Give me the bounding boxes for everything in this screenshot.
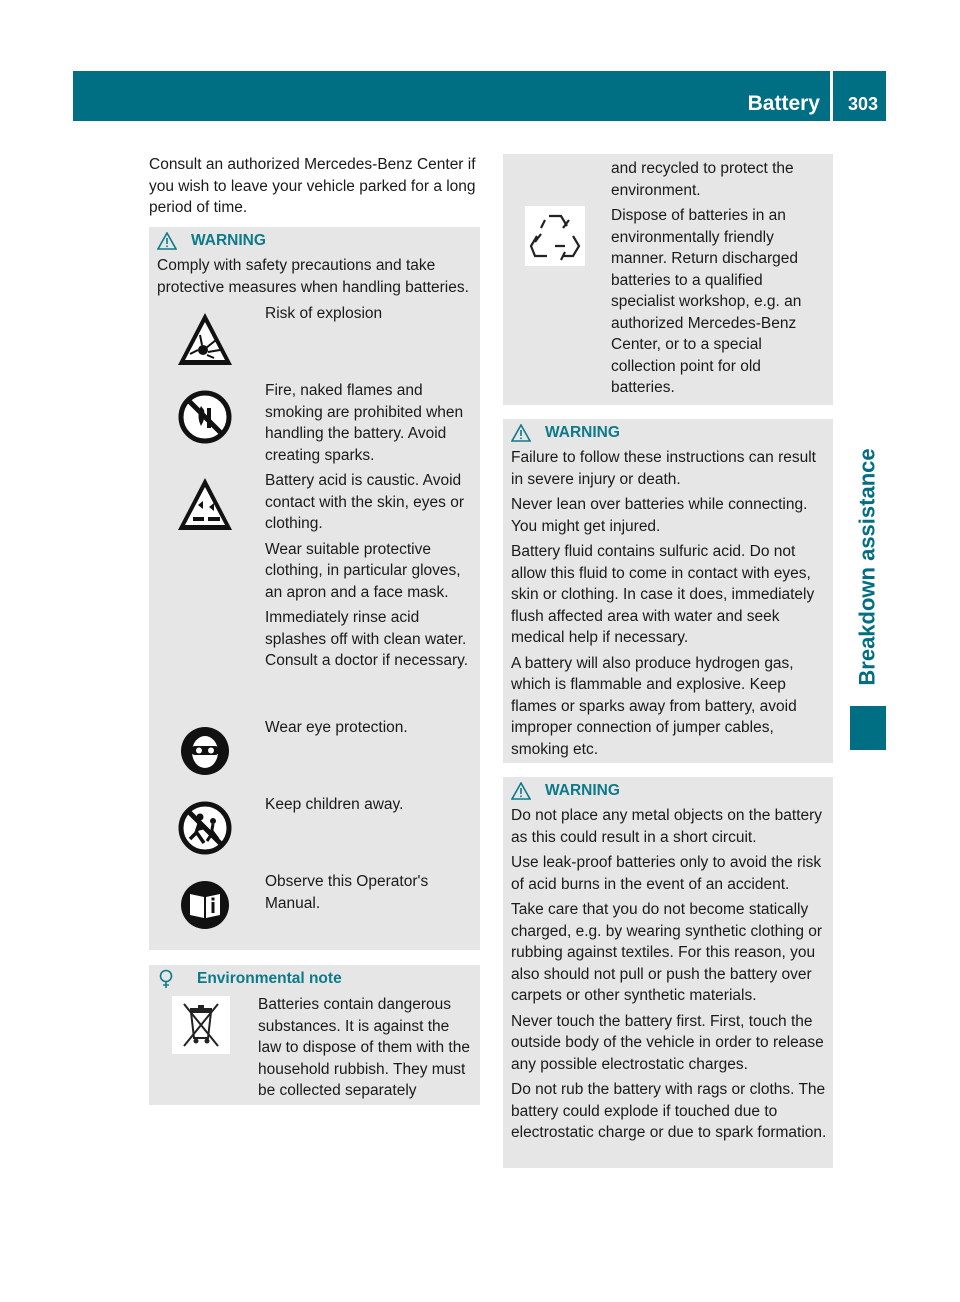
crossed-out-bin-icon xyxy=(172,996,230,1054)
environmental-note-panel xyxy=(149,965,480,1105)
warning-triangle-icon xyxy=(511,424,531,442)
no-fire-icon xyxy=(176,388,234,446)
recycle-panel xyxy=(503,154,833,405)
warning-heading: WARNING xyxy=(511,423,620,443)
section-title: Battery xyxy=(747,92,820,115)
warning-lead: Comply with safety precautions and take protective measures when handling batteries. xyxy=(157,257,469,296)
warning-panel-short-circuit xyxy=(503,777,833,1168)
environmental-note-text: Batteries contain dangerous substances. It is against the law to dispose of them with the household rubbish. They must be collected separately xyxy=(258,996,470,1099)
lightbulb-icon xyxy=(157,969,175,989)
corrosive-hazard-icon xyxy=(176,475,234,533)
warning-panel-handling: WARNING Comply with safety precautions and take protective measures when handling batteries. Risk of explosion Fire, naked flames and smoking are prohibited when handling the battery. Avoid creating sparks. Battery acid is caustic. Avoid contact with the skin, eyes or clothing. Wear suitable protective clothing, in particular gloves, an apron and a face mask. Immediately rinse acid splashes off with clean water. Consult a doctor if necessary. Wear eye protection. Keep children away. Observe this Operator's Manual. xyxy=(149,227,480,950)
warning-panel-injury xyxy=(503,419,833,763)
recycle-text: and recycled to protect the environment. Dispose of batteries in an environmentally friendly manner. Return discharged batteries to a qualified specialist workshop, e.g. an authorized Mercedes-Benz Center, or to a special collection point for old batteries. xyxy=(611,160,802,396)
environmental-note-heading: Environmental note xyxy=(157,969,342,989)
side-tab-marker xyxy=(850,706,886,750)
keep-children-away-icon xyxy=(176,799,234,857)
header-divider xyxy=(830,71,833,121)
warning-body: Do not place any metal objects on the battery as this could result in a short circuit. Use leak-proof batteries only to avoid the risk of acid burns in the event of an accident. Take care that you do not become statically charged, e.g. by wearing synthetic clothing or rubbing against textiles. For this reason, you also should not pull or push the battery over carpets or other synthetic materials. Never touch the battery first. First, touch the outside body of the vehicle in order to release any possible electrostatic charges. Do not rub the battery with rags or cloths. The battery could explode if touched due to electrostatic charge or due to spark formation. xyxy=(511,807,827,1141)
warning-heading: WARNING xyxy=(511,781,620,801)
side-tab-label: Breakdown assistance xyxy=(855,448,881,686)
intro-paragraph: Consult an authorized Mercedes-Benz Center if you wish to leave your vehicle parked for a long period of time. xyxy=(149,156,476,216)
explosion-hazard-icon xyxy=(176,310,234,368)
crossed-bin-image xyxy=(172,996,230,1054)
warning-triangle-icon xyxy=(157,232,177,250)
page-header-bar xyxy=(73,71,886,121)
eye-protection-icon xyxy=(176,722,234,780)
recycle-image xyxy=(525,206,585,266)
warning-heading: WARNING xyxy=(157,231,266,251)
warning-body: Failure to follow these instructions can result in severe injury or death. Never lean over batteries while connecting. You might get injured. Battery fluid contains sulfuric acid. Do not allow this fluid to come in contact with eyes, skin or clothing. In case it does, immediately flush affected area with water and seek medical help if necessary. A battery will also produce hydrogen gas, which is flammable and explosive. Keep flames or sparks away from battery, avoid improper connection of jumper cables, smoking etc. xyxy=(511,449,816,758)
warning-triangle-icon xyxy=(511,782,531,800)
recycle-icon xyxy=(525,206,585,266)
read-manual-icon xyxy=(176,876,234,934)
page-number: 303 xyxy=(847,94,878,114)
